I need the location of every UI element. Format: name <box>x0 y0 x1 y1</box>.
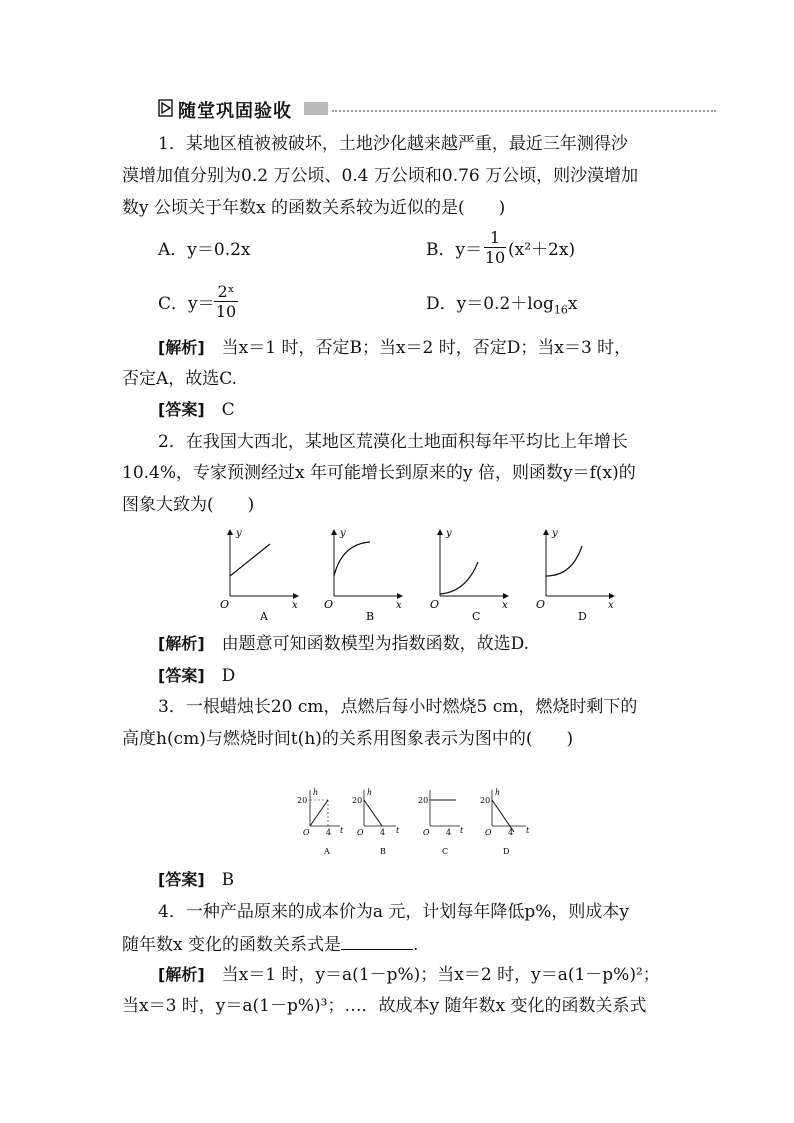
q3-graph-d-val4: 4 <box>508 828 514 837</box>
q3-graph-a-val4: 4 <box>326 828 332 837</box>
q1-option-b-denominator: 10 <box>484 248 506 267</box>
section-title: 随堂巩固验收 <box>178 101 292 122</box>
q2-graph-c <box>430 528 508 623</box>
q1-option-c-denominator: 10 <box>215 302 237 321</box>
q1-line2: 漠增加值分别为0.2 万公顷、0.4 万公顷和0.76 万公顷，则沙漠增加 <box>122 166 639 186</box>
q3-graph-c-val20: 20 <box>418 796 429 805</box>
q4-line2 <box>122 933 418 955</box>
q3-graph-c-label: C <box>442 847 449 856</box>
q1-option-c-prefix: C．y＝ <box>158 294 215 314</box>
q1-option-b-numerator: 1 <box>489 228 501 247</box>
q1-line3: 数y 公顷关于年数x 的函数关系较为近似的是( ) <box>122 198 506 218</box>
q1-option-d-suffix: x <box>567 294 578 314</box>
q2-analysis <box>158 634 529 654</box>
q3-graph-a-axis-t: t <box>340 826 344 835</box>
q3-graph-d-origin: O <box>485 828 492 837</box>
q1-option-b-fraction <box>484 228 506 267</box>
q2-analysis-tag: [解析] <box>158 634 205 653</box>
q3-graph-b-val4: 4 <box>380 828 386 837</box>
q3-answer-value: B <box>204 870 235 890</box>
q2-graph-c-origin: O <box>430 598 440 611</box>
q2-graph-d-axis-x: x <box>608 600 614 611</box>
q4-line1: 4．一种产品原来的成本价为a 元，计划每年降低p%，则成本y <box>158 902 629 922</box>
q2-graph-c-curve <box>440 562 478 594</box>
q1-analysis-line1 <box>158 338 631 358</box>
q3-graph-c-axis-t: t <box>460 826 464 835</box>
q2-analysis-text: 由题意可知函数模型为指数函数，故选D. <box>204 634 530 654</box>
header-dotted-rule <box>332 110 716 112</box>
q1-line1: 1．某地区植被被破坏，土地沙化越来越严重，最近三年测得沙 <box>158 134 628 154</box>
q4-line2-suffix: . <box>413 935 419 955</box>
q1-option-d <box>426 294 577 320</box>
play-box-icon <box>158 99 174 117</box>
q2-answer-tag: [答案] <box>158 666 205 685</box>
q1-option-a: A．y＝0.2x <box>158 240 251 260</box>
q3-graph-a-line <box>310 800 328 826</box>
q3-graph-c-origin: O <box>423 828 430 837</box>
q3-graph-b-label: B <box>380 847 386 856</box>
q2-graph-d <box>536 528 614 623</box>
q3-line2: 高度h(cm)与燃烧时间t(h)的关系用图象表示为图中的( ) <box>122 729 574 749</box>
q3-graph-b-line <box>364 800 382 826</box>
q3-graph-a-label: A <box>324 847 330 856</box>
q2-graph-a-curve <box>230 544 270 576</box>
q3-line1: 3．一根蜡烛长20 cm，点燃后每小时燃烧5 cm，燃烧时剩下的 <box>158 697 638 717</box>
q3-answer-tag: [答案] <box>158 870 205 889</box>
q2-graph-b-origin: O <box>324 598 334 611</box>
q4-answer-blank[interactable] <box>341 933 413 950</box>
q2-graph-d-curve <box>546 546 582 576</box>
q3-graph-d-label: D <box>503 847 510 856</box>
q2-line3: 图象大致为( ) <box>122 495 255 515</box>
q1-option-d-prefix: D．y＝0.2＋log <box>426 294 554 314</box>
q3-graph-d-axis-h: h <box>495 788 501 797</box>
q2-graph-a-axis-y: y <box>236 528 242 539</box>
q3-graph-b-val20: 20 <box>352 796 363 805</box>
q2-graph-c-axis-x: x <box>502 600 508 611</box>
section-header <box>156 96 716 122</box>
q2-graph-d-label: D <box>578 610 587 623</box>
q2-graph-a-label: A <box>260 610 268 623</box>
q4-analysis-tag: [解析] <box>158 965 205 984</box>
q1-answer-tag: [答案] <box>158 400 205 419</box>
q3-graph-a <box>297 788 344 856</box>
q1-answer-value: C <box>204 400 235 420</box>
q1-option-c-numerator: 2ˣ <box>217 282 235 301</box>
q2-graph-b-label: B <box>366 610 375 623</box>
q1-option-d-subscript: 16 <box>553 303 568 317</box>
q3-graph-a-origin: O <box>303 828 310 837</box>
q2-graph-a-origin: O <box>220 598 230 611</box>
q3-graph-d-axis-t: t <box>526 826 530 835</box>
header-decor-bar <box>304 102 328 115</box>
q2-graph-d-axis-y: y <box>552 528 558 539</box>
q3-graph-c <box>418 790 464 856</box>
q2-graph-c-label: C <box>472 610 481 623</box>
q2-line1: 2．在我国大西北，某地区荒漠化土地面积每年平均比上年增长 <box>158 432 628 452</box>
q3-graph-a-val20: 20 <box>297 796 308 805</box>
q4-line2-prefix: 随年数x 变化的函数关系式是 <box>122 935 341 955</box>
q3-graph-b <box>352 788 400 856</box>
q1-option-c-fraction <box>214 282 238 321</box>
q3-graph-options <box>296 786 536 858</box>
q2-graph-b-axis-y: y <box>340 528 346 539</box>
q4-analysis-line2: 当x＝3 时，y＝a(1－p%)³；…．故成本y 随年数x 变化的函数关系式 <box>122 996 647 1016</box>
q2-graph-a-axis-x: x <box>292 600 298 611</box>
q2-graph-b-curve <box>334 542 370 576</box>
q2-graph-options <box>210 520 630 625</box>
q3-graph-b-axis-h: h <box>367 788 373 797</box>
q1-option-b-prefix: B．y＝ <box>426 240 483 260</box>
q1-answer <box>158 400 235 420</box>
q3-graph-d-val20: 20 <box>480 796 491 805</box>
q3-graph-d <box>480 788 530 856</box>
q2-graph-a <box>220 528 298 623</box>
q1-analysis-line2: 否定A，故选C. <box>122 369 238 389</box>
q1-analysis-tag: [解析] <box>158 338 205 357</box>
q2-graph-b-axis-x: x <box>396 600 402 611</box>
q3-graph-b-axis-t: t <box>396 826 400 835</box>
q2-answer-value: D <box>204 666 236 686</box>
q3-graph-b-origin: O <box>357 828 364 837</box>
q1-option-b-suffix: (x²＋2x) <box>508 240 576 260</box>
q3-graph-a-axis-h: h <box>313 788 319 797</box>
q3-graph-c-val4: 4 <box>446 828 452 837</box>
q1-analysis-text1: 当x＝1 时，否定B；当x＝2 时，否定D；当x＝3 时， <box>204 338 632 358</box>
q2-line2: 10.4%，专家预测经过x 年可能增长到原来的y 倍，则函数y＝f(x)的 <box>122 463 636 483</box>
q2-graph-b <box>324 528 402 623</box>
q4-analysis-text1: 当x＝1 时，y＝a(1－p%)；当x＝2 时，y＝a(1－p%)²； <box>204 965 660 985</box>
q2-graph-c-axis-y: y <box>446 528 452 539</box>
q2-graph-d-origin: O <box>536 598 546 611</box>
q2-answer <box>158 666 235 686</box>
q4-analysis-line1 <box>158 965 660 985</box>
q3-answer <box>158 870 234 890</box>
